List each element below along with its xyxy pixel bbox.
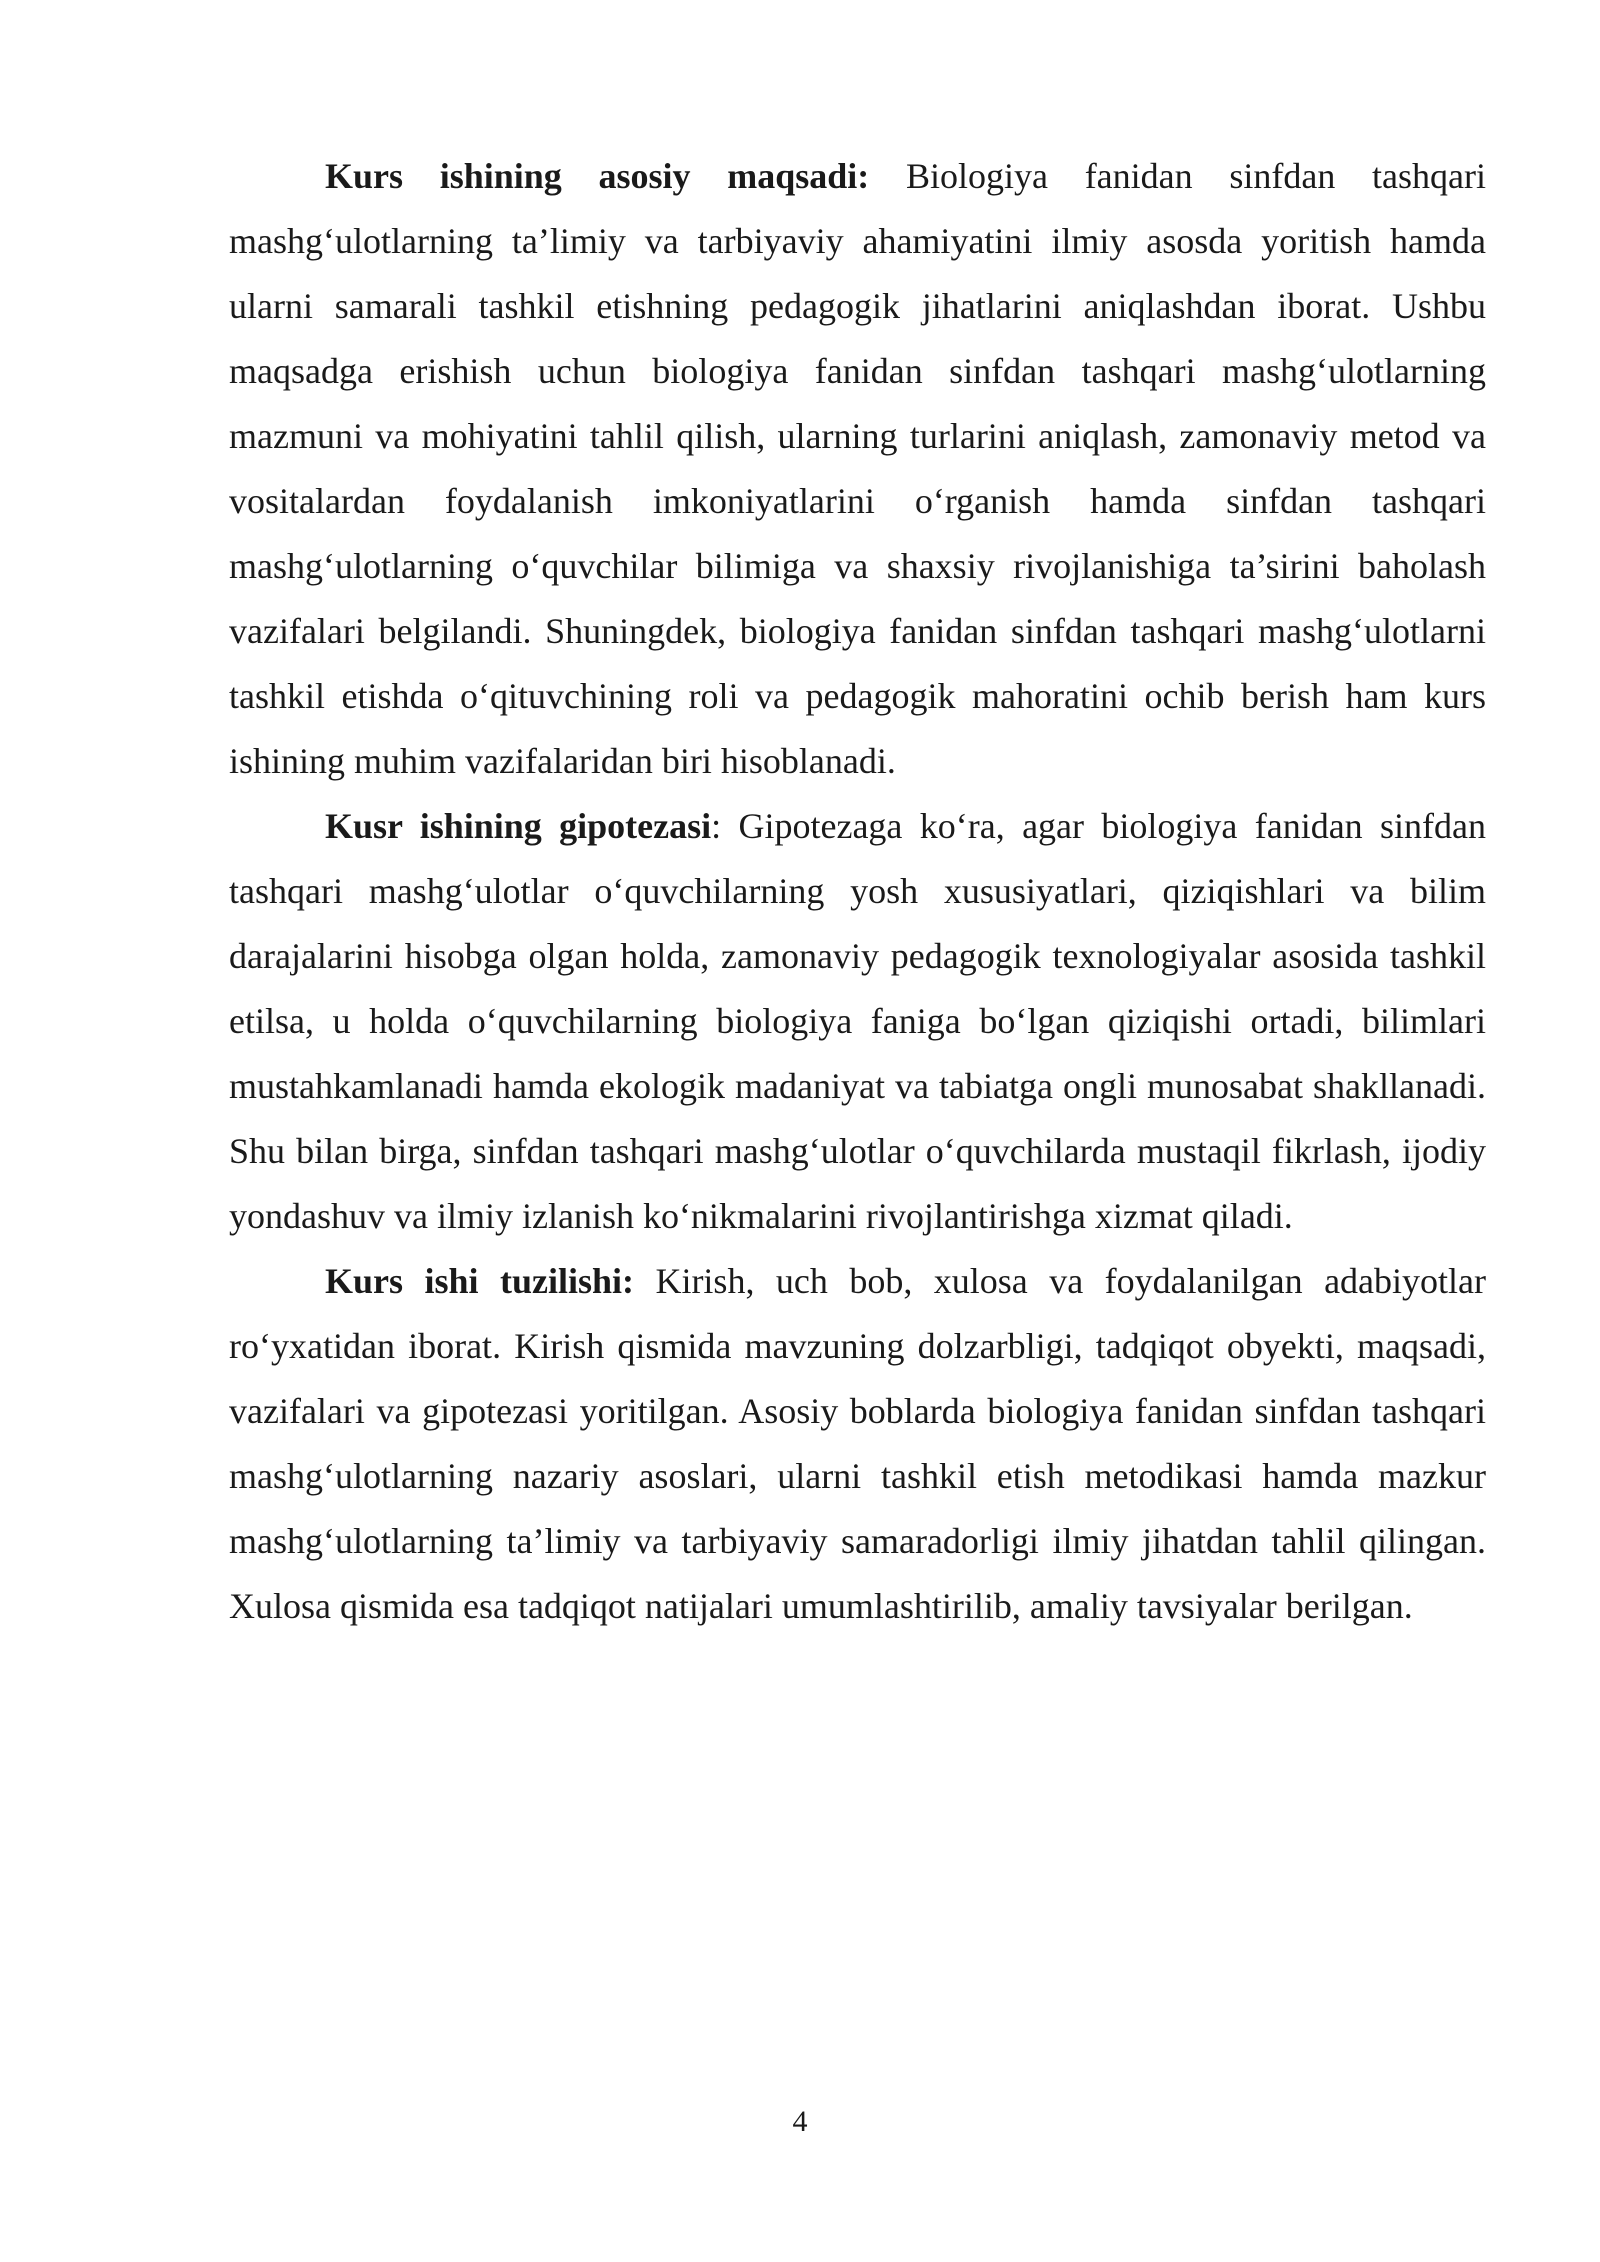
paragraph-heading-structure: Kurs ishi tuzilishi: bbox=[325, 1261, 634, 1301]
paragraph-hypothesis bbox=[229, 794, 1486, 1249]
paragraph-text-structure: Kirish, uch bob, xulosa va foydalanilgan adabiyotlar ro‘yxatidan iborat. Kirish qismida mavzuning dolzarbligi, tadqiqot obyekti, maqsadi, vazifalari va gipotezasi yoritilgan. Asosiy boblarda biologiya fanidan sinfdan tashqari mashg‘ulotlarning nazariy asoslari, ularni tashkil etish metodikasi hamda mazkur mashg‘ulotlarning ta’limiy va tarbiyaviy samaradorligi ilmiy jihatdan tahlil qilingan. Xulosa qismida esa tadqiqot natijalari umumlashtirilib, amaliy tavsiyalar berilgan. bbox=[229, 1261, 1486, 1626]
paragraph-purpose bbox=[229, 144, 1486, 794]
paragraph-heading-hypothesis: Kusr ishining gipotezasi bbox=[325, 806, 712, 846]
paragraph-text-hypothesis: : Gipotezaga ko‘ra, agar biologiya fanidan sinfdan tashqari mashg‘ulotlar o‘quvchilarning yosh xususiyatlari, qiziqishlari va bilim darajalarini hisobga olgan holda, zamonaviy pedagogik texnologiyalar asosida tashkil etilsa, u holda o‘quvchilarning biologiya faniga bo‘lgan qiziqishi ortadi, bilimlari mustahkamlanadi hamda ekologik madaniyat va tabiatga ongli munosabat shakllanadi. Shu bilan birga, sinfdan tashqari mashg‘ulotlar o‘quvchilarda mustaqil fikrlash, ijodiy yondashuv va ilmiy izlanish ko‘nikmalarini rivojlantirishga xizmat qiladi. bbox=[229, 806, 1487, 1236]
page-number: 4 bbox=[792, 2105, 808, 2138]
paragraph-structure bbox=[229, 1249, 1486, 1639]
paragraph-text-purpose: Biologiya fanidan sinfdan tashqari mashg‘ulotlarning ta’limiy va tarbiyaviy ahamiyatini ilmiy asosda yoritish hamda ularni samarali tashkil etishning pedagogik jihatlarini aniqlashdan iborat. Ushbu maqsadga erishish uchun biologiya fanidan sinfdan tashqari mashg‘ulotlarning mazmuni va mohiyatini tahlil qilish, ularning turlarini aniqlash, zamonaviy metod va vositalardan foydalanish imkoniyatlarini o‘rganish hamda sinfdan tashqari mashg‘ulotlarning o‘quvchilar bilimiga va shaxsiy rivojlanishiga ta’sirini baholash vazifalari belgilandi. Shuningdek, biologiya fanidan sinfdan tashqari mashg‘ulotlarni tashkil etishda o‘qituvchining roli va pedagogik mahoratini ochib berish ham kurs ishining muhim vazifalaridan biri hisoblanadi. bbox=[229, 156, 1486, 781]
page-body bbox=[229, 144, 1486, 1639]
paragraph-heading-purpose: Kurs ishining asosiy maqsadi: bbox=[325, 156, 870, 196]
